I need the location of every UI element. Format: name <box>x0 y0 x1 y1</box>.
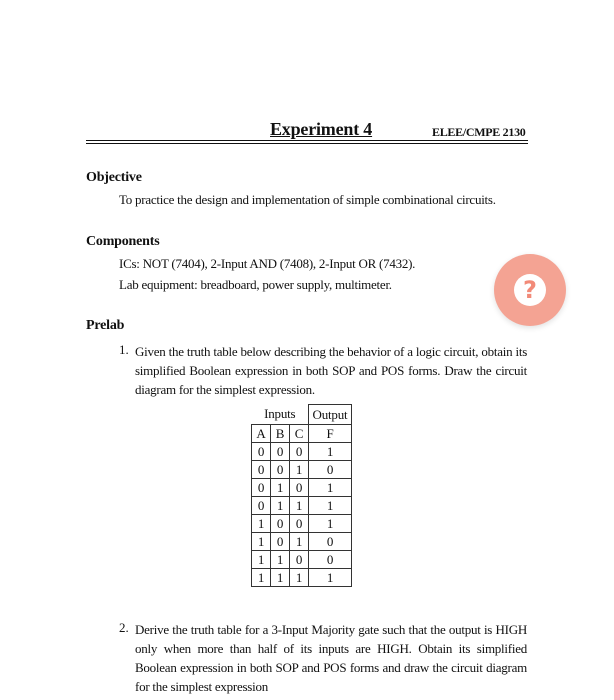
column-header-f: F <box>309 425 352 443</box>
components-heading: Components <box>86 234 160 249</box>
table-cell: 1 <box>290 533 309 551</box>
table-cell: 1 <box>271 497 290 515</box>
course-code: ELEE/CMPE 2130 <box>432 125 526 139</box>
table-cell: 1 <box>271 479 290 497</box>
table-cell: 0 <box>309 551 352 569</box>
objective-heading: Objective <box>86 170 142 185</box>
table-cell: 0 <box>309 533 352 551</box>
table-cell: 1 <box>309 443 352 461</box>
table-cell: 0 <box>271 461 290 479</box>
table-row <box>252 461 352 479</box>
table-cell: 0 <box>309 461 352 479</box>
page-title: Experiment 4 <box>270 119 373 139</box>
table-cell: 0 <box>271 533 290 551</box>
table-cell: 1 <box>309 569 352 587</box>
table-cell: 1 <box>271 551 290 569</box>
table-row <box>252 569 352 587</box>
components-ics: ICs: NOT (7404), 2-Input AND (7408), 2-Input OR (7432). <box>119 256 416 271</box>
table-cell: 1 <box>290 569 309 587</box>
help-button[interactable] <box>494 254 566 326</box>
table-cell: 1 <box>290 497 309 515</box>
question-mark-icon: ? <box>514 274 546 306</box>
table-cell: 1 <box>252 569 271 587</box>
table-cell: 1 <box>309 479 352 497</box>
components-lab-equipment: Lab equipment: breadboard, power supply, multimeter. <box>119 277 392 292</box>
objective-text: To practice the design and implementation of simple combinational circuits. <box>119 192 496 207</box>
table-cell: 1 <box>252 533 271 551</box>
table-row <box>252 533 352 551</box>
table-cell: 0 <box>290 515 309 533</box>
table-cell: 1 <box>309 515 352 533</box>
inputs-header: Inputs <box>252 405 309 425</box>
table-row <box>252 479 352 497</box>
prelab-heading: Prelab <box>86 318 125 333</box>
table-cell: 0 <box>252 443 271 461</box>
column-header-b: B <box>271 425 290 443</box>
table-cell: 0 <box>252 479 271 497</box>
table-cell: 0 <box>290 551 309 569</box>
table-cell: 0 <box>271 515 290 533</box>
table-row <box>252 443 352 461</box>
question-2-text: Derive the truth table for a 3-Input Majority gate such that the output is HIGH only when more than half of its inputs are HIGH. Obtain its simplified Boolean expression in both SOP and POS forms and draw the circuit diagram for the simplest expression <box>135 622 527 694</box>
table-cell: 1 <box>271 569 290 587</box>
header-divider-lower <box>86 143 528 144</box>
column-header-c: C <box>290 425 309 443</box>
question-2-number: 2. <box>119 620 129 635</box>
table-row <box>252 497 352 515</box>
table-cell: 0 <box>271 443 290 461</box>
table-row <box>252 551 352 569</box>
column-header-a: A <box>252 425 271 443</box>
table-cell: 0 <box>290 479 309 497</box>
table-cell: 1 <box>252 515 271 533</box>
output-header: Output <box>309 405 352 425</box>
table-cell: 1 <box>290 461 309 479</box>
question-1-number: 1. <box>119 342 129 357</box>
question-1-text: Given the truth table below describing the behavior of a logic circuit, obtain its simplified Boolean expression in both SOP and POS forms. Draw the circuit diagram for the simplest expression. <box>135 344 527 397</box>
truth-table <box>251 404 352 587</box>
table-cell: 0 <box>252 497 271 515</box>
table-cell: 1 <box>309 497 352 515</box>
header-divider <box>86 140 528 141</box>
table-cell: 0 <box>290 443 309 461</box>
table-row <box>252 515 352 533</box>
table-cell: 0 <box>252 461 271 479</box>
table-cell: 1 <box>252 551 271 569</box>
